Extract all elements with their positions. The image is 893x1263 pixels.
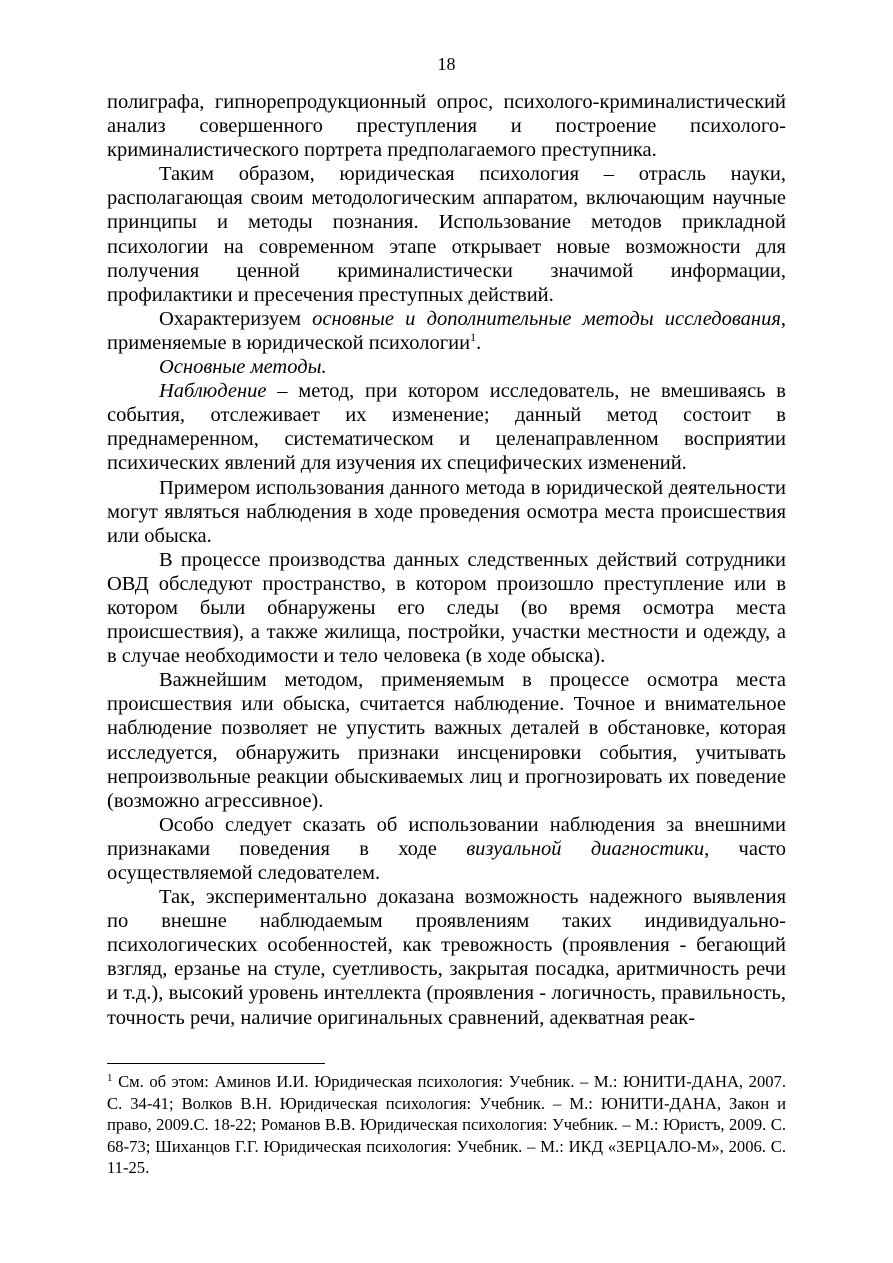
- italic-term: Наблюдение: [159, 380, 267, 403]
- paragraph-text: , часто осуществляемой следователем.: [107, 837, 787, 884]
- footnote-marker: 1: [107, 1072, 113, 1084]
- paragraph-text: – метод, при котором исследователь, не вмешиваясь в события, отслеживает их изменение; данный метод состоит в преднамеренном, систематическом и целенаправленном восприятии психических явлений для изучения их специфических изменений.: [107, 380, 786, 475]
- italic-phrase: Основные методы.: [159, 356, 327, 379]
- paragraph-line: Так, экспериментально доказана возможность надежного выявления: [159, 886, 786, 909]
- paragraph: [107, 813, 786, 885]
- paragraph: Таким образом, юридическая психология – отрасль науки, располагающая своим методологическим аппаратом, включающим научные принципы и методы познания. Использование методов прикладной психологии на современном этапе открывает новые возможности для получения ценной криминалистически значимой информации, профилактики и пресечения преступных действий.: [107, 163, 786, 306]
- paragraph-text: , применяемые в юридической психологии: [107, 307, 786, 354]
- footnote-reference[interactable]: 1: [470, 329, 477, 344]
- paragraph: Важнейшим методом, применяемым в процессе осмотра места происшествия или обыска, считается наблюдение. Точное и внимательное наблюдение позволяет не упустить важных деталей в обстановке, которая исследуется, обнаружить признаки инсценировки события, учитывать непроизвольные реакции обыскиваемых лиц и прогнозировать их поведение (возможно агрессивное).: [107, 669, 786, 812]
- footnote-divider: [107, 1063, 325, 1064]
- paragraph-continuation: психологических особенностей, как тревожность (проявления - бегающий взгляд, ерзанье на стуле, суетливость, закрытая посадка, аритмичность речи и т.д.), высокий уровень интеллекта (проявления - логичность, правильность, точность речи, наличие оригинальных сравнений, адекватная реак-: [107, 934, 786, 1029]
- page-number: 18: [437, 54, 456, 74]
- paragraph: полиграфа, гипнорепродукционный опрос, психолого-криминалистический анализ совершенного преступления и построение психолого-криминалистического портрета предполагаемого преступника.: [107, 91, 786, 162]
- paragraph-text: Охарактеризуем: [159, 307, 313, 330]
- body-text: [107, 90, 786, 1030]
- section-subheading: [107, 355, 786, 379]
- paragraph: В процессе производства данных следственных действий сотрудники ОВД обследуют пространство, в котором произошло преступление или в котором были обнаружены его следы (во время осмотра места происшествия), а также жилища, постройки, участки местности и одежду, а в случае необходимости и тело человека (в ходе обыска).: [107, 548, 786, 668]
- italic-phrase: визуальной диагностики: [466, 837, 705, 860]
- footnote-text: См. об этом: Аминов И.И. Юридическая психология: Учебник. – М.: ЮНИТИ-ДАНА, 2007. С. 34-41; Волков В.Н. Юридическая психология: Учебник. – М.: ЮНИТИ-ДАНА, Закон и право, 2009.С. 18-22; Романов В.В. Юридическая психология: Учебник. – М.: Юристъ, 2009. С. 68-73; Шиханцов Г.Г. Юридическая психология: Учебник. – М.: ИКД «ЗЕРЦАЛО-М», 2006. С. 11-25.: [107, 1072, 786, 1177]
- italic-phrase: основные и дополнительные методы исследования: [312, 307, 781, 330]
- footnote: [107, 1071, 786, 1179]
- paragraph-text: .: [476, 331, 482, 354]
- paragraph: [107, 379, 786, 475]
- paragraph-text: Особо следует сказать об использовании наблюдения за внешними признаками поведения в ходе: [107, 813, 786, 860]
- paragraph: [107, 307, 786, 355]
- paragraph: Примером использования данного метода в юридической деятельности могут являться наблюдения в ходе проведения осмотра места происшествия или обыска.: [107, 476, 786, 547]
- paragraph-line: по внешне наблюдаемым проявлениям таких индивидуально-: [107, 910, 786, 933]
